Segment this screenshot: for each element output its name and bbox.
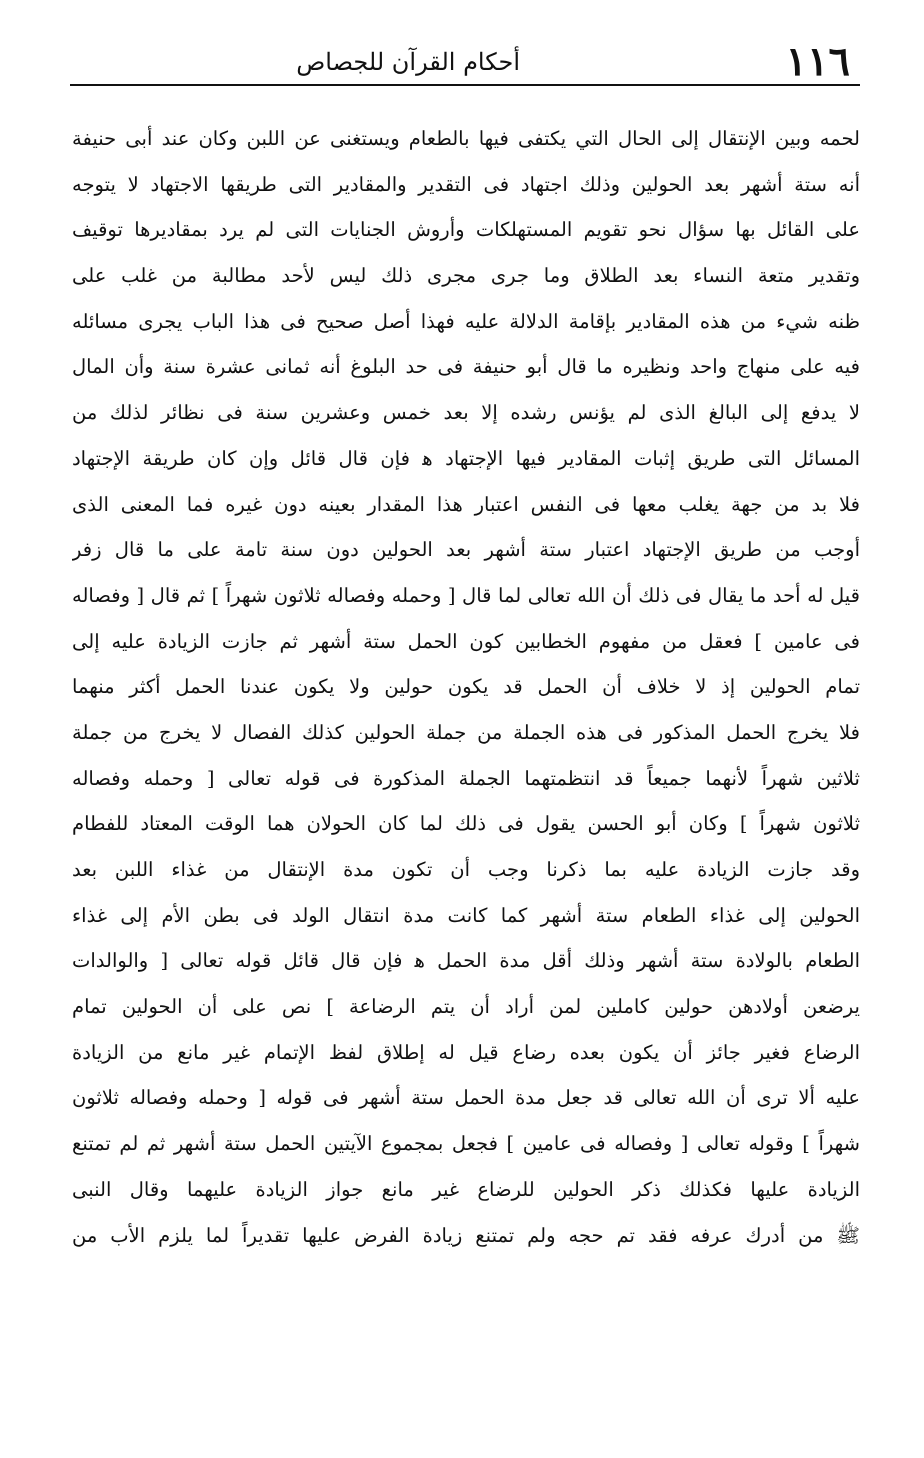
text-line: وقد جازت الزيادة عليه بما ذكرنا وجب أن تكون مدة الإنتقال من غذاء اللبن بعد <box>72 858 860 881</box>
text-line: أنه ستة أشهر بعد الحولين وذلك اجتهاد فى التقدير والمقادير التى طريقها الاجتهاد لا يتوجه <box>72 172 860 196</box>
running-title: أحكام القرآن للجصاص <box>296 48 520 76</box>
text-line: الطعام بالولادة ستة أشهر وذلك أقل مدة الحمل ﻫ فإن قال قائل قوله تعالى [ والوالدات <box>72 949 860 973</box>
header-rule <box>70 84 860 86</box>
text-line: فلا يخرج الحمل المذكور فى هذه الجملة من جملة الحولين كذلك الفصال لا يخرج من جملة <box>72 720 860 744</box>
text-line: عليه ألا ترى أن الله تعالى قد جعل مدة الحمل ستة أشهر فى قوله [ وحمله وفصاله ثلاثون <box>72 1086 860 1110</box>
text-line: الرضاع فغير جائز أن يكون بعده رضاع قيل له إطلاق لفظ الإتمام غير مانع من الزيادة <box>72 1040 860 1064</box>
text-line: قيل له أحد ما يقال فى ذلك أن الله تعالى لما قال [ وحمله وفصاله ثلاثون شهراً ] ثم قال [ وفصاله <box>72 583 860 607</box>
text-line: لا يدفع إلى البالغ الذى لم يؤنس رشده إلا بعد خمس وعشرين سنة فى نظائر لذلك من <box>72 401 860 425</box>
text-line: لحمه وبين الإنتقال إلى الحال التي يكتفى فيها بالطعام ويستغنى عن اللبن وكان عند أبى حنيفة <box>72 127 860 150</box>
text-line: فلا بد من جهة يغلب معها فى النفس اعتبار هذا المقدار بعينه دون غيره فما المعنى الذى <box>72 492 860 516</box>
text-line: تمام الحولين إذ لا خلاف أن الحمل قد يكون حولين ولا يكون عندنا الحمل أكثر منهما <box>72 675 860 699</box>
text-line: ثلاثون شهراً ] وكان أبو الحسن يقول فى ذلك لما كان الحولان هما الوقت المعتاد للفطام <box>72 812 860 836</box>
text-line: شهراً ] وقوله تعالى [ وفصاله فى عامين ] فجعل بمجموع الآيتين الحمل ستة أشهر ثم لم تمتنع <box>72 1132 860 1156</box>
text-line: فى عامين ] فعقل من مفهوم الخطابين كون الحمل ستة أشهر ثم جازت الزيادة عليه إلى <box>72 629 860 653</box>
text-line: على القائل بها سؤال نحو تقويم المستهلكات وأروش الجنايات التى لم يرد بمقاديرها توقيف <box>72 218 860 242</box>
text-line: ﷺ من أدرك عرفه فقد تم حجه ولم تمتنع زيادة الفرض عليها تقديراً لما يلزم الأب من <box>72 1223 860 1247</box>
text-line: ظنه شيء من هذه المقادير بإقامة الدلالة عليه فهذا أصل صحيح فى هذا الباب يجرى مسائله <box>72 309 860 333</box>
page-number: ١١٦ <box>785 38 850 85</box>
text-line: المسائل التى طريق إثبات المقادير فيها الإجتهاد ﻫ فإن قال قائل وإن كان طريقة الإجتهاد <box>72 446 860 470</box>
body-text <box>72 116 860 1258</box>
text-line: وتقدير متعة النساء بعد الطلاق وما جرى مجرى ذلك ليس لأحد مطالبة من غلب على <box>72 264 860 288</box>
text-line: ثلاثين شهراً لأنهما جميعاً قد انتظمتهما الجملة المذكورة فى قوله تعالى [ وحمله وفصاله <box>72 766 860 790</box>
text-line: فيه على منهاج واحد ونظيره ما قال أبو حنيفة فى حد البلوغ أنه ثمانى عشرة سنة وأن المال <box>72 355 860 379</box>
page-header <box>70 38 860 86</box>
text-line: أوجب من طريق الإجتهاد اعتبار ستة أشهر بعد الحولين دون سنة تامة على ما قال زفر <box>72 538 860 562</box>
text-line: يرضعن أولادهن حولين كاملين لمن أراد أن يتم الرضاعة ] نص على أن الحولين تمام <box>72 995 860 1019</box>
text-line: الحولين إلى غذاء الطعام ستة أشهر كما كانت مدة انتقال الولد فى بطن الأم إلى غذاء <box>72 903 860 927</box>
text-line: الزيادة عليها فكذلك ذكر الحولين للرضاع غير مانع جواز الزيادة عليهما وقال النبى <box>72 1177 860 1201</box>
